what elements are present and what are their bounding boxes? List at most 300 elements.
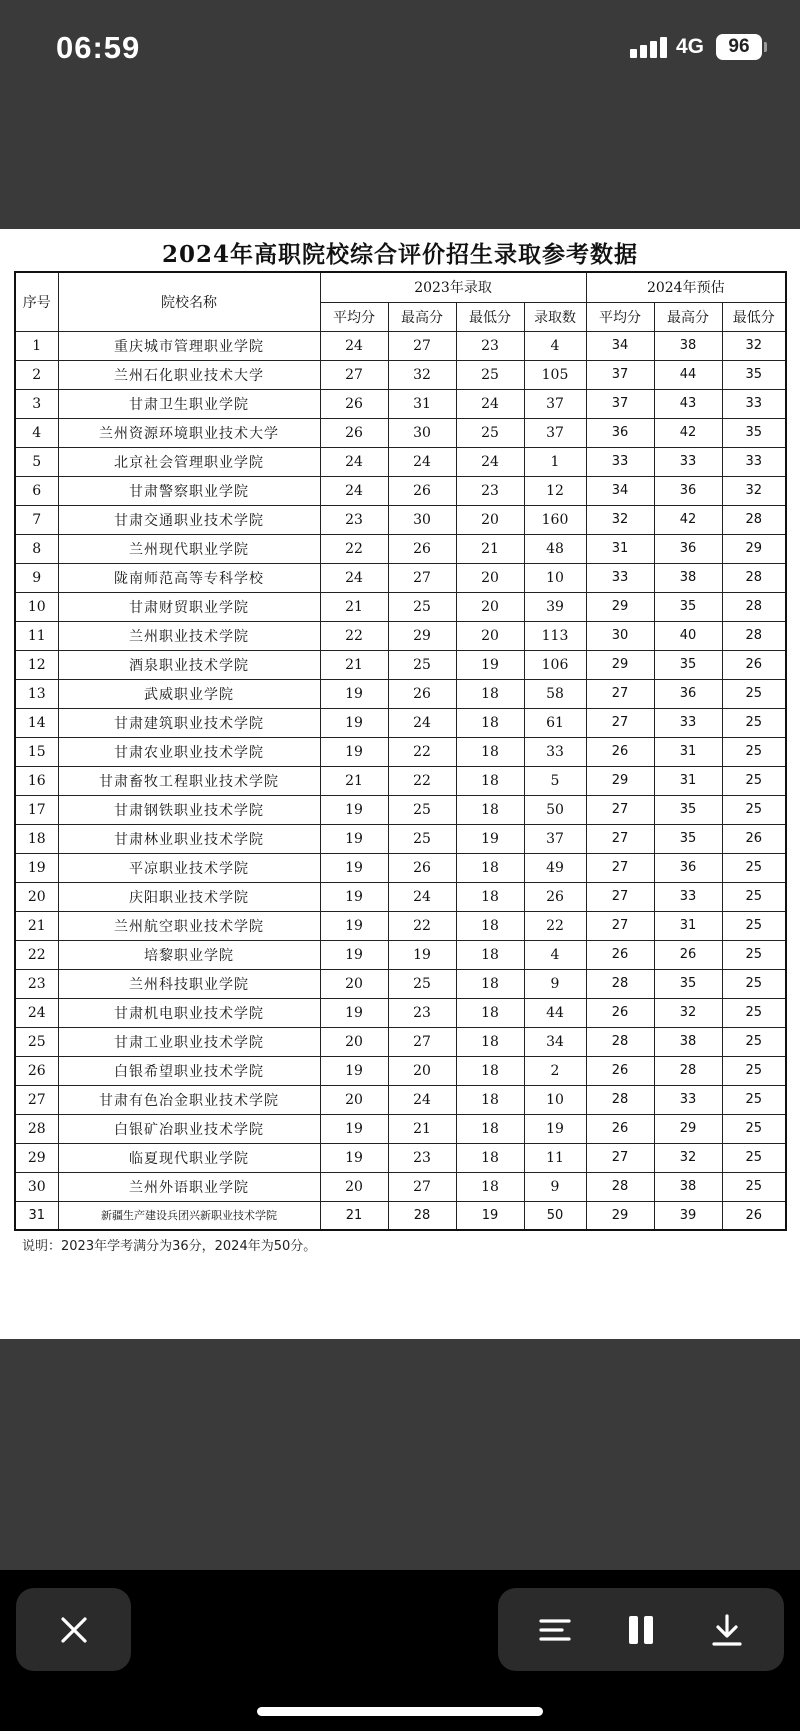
cell-2023-count: 9 [524, 969, 586, 998]
table-row [15, 360, 786, 389]
header-2024: 2024年预估 [586, 272, 786, 302]
cell-2024-avg: 27 [586, 1143, 654, 1172]
cell-2024-avg: 29 [586, 592, 654, 621]
cell-school-name: 甘肃农业职业技术学院 [58, 737, 320, 766]
cell-2023-avg: 19 [320, 708, 388, 737]
cell-2023-min: 19 [456, 1201, 524, 1230]
cell-2023-avg: 19 [320, 1056, 388, 1085]
cell-index: 4 [15, 418, 58, 447]
cell-2023-count: 4 [524, 331, 586, 360]
cell-2023-min: 20 [456, 621, 524, 650]
cell-2024-max: 33 [654, 1085, 722, 1114]
cell-2023-min: 21 [456, 534, 524, 563]
cell-2024-min: 25 [722, 940, 786, 969]
table-row [15, 621, 786, 650]
clock: 06:59 [56, 30, 141, 65]
cell-2024-min: 25 [722, 853, 786, 882]
cell-school-name: 甘肃警察职业学院 [58, 476, 320, 505]
cell-2024-max: 32 [654, 1143, 722, 1172]
table-row [15, 1056, 786, 1085]
cell-index: 19 [15, 853, 58, 882]
cell-2023-max: 24 [388, 447, 456, 476]
cell-2023-count: 10 [524, 1085, 586, 1114]
header-2023-avg: 平均分 [320, 302, 388, 331]
table-body [15, 331, 786, 1230]
cell-2023-count: 37 [524, 389, 586, 418]
table-row [15, 389, 786, 418]
cell-2023-avg: 19 [320, 795, 388, 824]
cell-index: 11 [15, 621, 58, 650]
cell-2023-avg: 19 [320, 1114, 388, 1143]
cell-2024-avg: 29 [586, 766, 654, 795]
cell-2023-min: 25 [456, 418, 524, 447]
cell-2024-max: 36 [654, 534, 722, 563]
cell-2023-avg: 21 [320, 766, 388, 795]
cell-index: 7 [15, 505, 58, 534]
cell-2023-min: 18 [456, 1056, 524, 1085]
cell-2024-min: 25 [722, 1056, 786, 1085]
table-row [15, 563, 786, 592]
cell-2023-count: 160 [524, 505, 586, 534]
cell-school-name: 陇南师范高等专科学校 [58, 563, 320, 592]
cell-2023-min: 23 [456, 476, 524, 505]
cell-2024-min: 33 [722, 447, 786, 476]
cell-2024-max: 31 [654, 911, 722, 940]
table-row [15, 534, 786, 563]
cell-2024-max: 26 [654, 940, 722, 969]
cell-school-name: 兰州现代职业学院 [58, 534, 320, 563]
table-row [15, 476, 786, 505]
cell-2024-min: 25 [722, 708, 786, 737]
cell-2023-max: 19 [388, 940, 456, 969]
cell-2024-avg: 28 [586, 1085, 654, 1114]
cell-2023-avg: 26 [320, 418, 388, 447]
cell-2023-avg: 19 [320, 824, 388, 853]
cell-2023-max: 25 [388, 795, 456, 824]
table-row [15, 853, 786, 882]
cell-school-name: 兰州资源环境职业技术大学 [58, 418, 320, 447]
cell-2024-max: 38 [654, 331, 722, 360]
cell-index: 15 [15, 737, 58, 766]
close-button[interactable] [16, 1588, 131, 1671]
cell-2024-max: 42 [654, 418, 722, 447]
table-row [15, 1143, 786, 1172]
cell-2024-max: 44 [654, 360, 722, 389]
list-icon [538, 1616, 572, 1644]
cell-2023-max: 25 [388, 650, 456, 679]
header-2024-min: 最低分 [722, 302, 786, 331]
cell-2024-avg: 37 [586, 389, 654, 418]
cell-school-name: 兰州职业技术学院 [58, 621, 320, 650]
cell-2023-min: 18 [456, 1027, 524, 1056]
cell-school-name: 兰州石化职业技术大学 [58, 360, 320, 389]
cell-2023-max: 26 [388, 476, 456, 505]
cell-2024-min: 25 [722, 679, 786, 708]
cell-2023-avg: 22 [320, 534, 388, 563]
cell-2023-min: 18 [456, 1085, 524, 1114]
cell-school-name: 甘肃建筑职业技术学院 [58, 708, 320, 737]
cell-2024-avg: 26 [586, 1114, 654, 1143]
cell-2023-min: 25 [456, 360, 524, 389]
cell-2023-max: 25 [388, 969, 456, 998]
cell-school-name: 甘肃林业职业技术学院 [58, 824, 320, 853]
cell-index: 25 [15, 1027, 58, 1056]
close-icon [59, 1615, 89, 1645]
cell-2023-avg: 19 [320, 998, 388, 1027]
table-row [15, 447, 786, 476]
cell-2023-min: 18 [456, 969, 524, 998]
cell-school-name: 甘肃有色冶金职业技术学院 [58, 1085, 320, 1114]
table-row [15, 505, 786, 534]
cell-2023-max: 31 [388, 389, 456, 418]
cell-2024-max: 38 [654, 1172, 722, 1201]
cell-2023-max: 23 [388, 1143, 456, 1172]
cell-2024-min: 25 [722, 766, 786, 795]
cell-2023-min: 19 [456, 824, 524, 853]
cell-2023-count: 105 [524, 360, 586, 389]
cell-2023-count: 19 [524, 1114, 586, 1143]
cell-2024-min: 25 [722, 1085, 786, 1114]
cell-2024-avg: 28 [586, 1027, 654, 1056]
cell-2023-max: 22 [388, 737, 456, 766]
cell-2023-count: 106 [524, 650, 586, 679]
cell-2023-count: 26 [524, 882, 586, 911]
table-row [15, 766, 786, 795]
action-group [498, 1588, 784, 1671]
cell-index: 16 [15, 766, 58, 795]
cell-2024-min: 25 [722, 911, 786, 940]
cell-school-name: 酒泉职业技术学院 [58, 650, 320, 679]
cell-2023-avg: 19 [320, 911, 388, 940]
cell-school-name: 临夏现代职业学院 [58, 1143, 320, 1172]
cell-2024-max: 35 [654, 592, 722, 621]
cell-2023-avg: 22 [320, 621, 388, 650]
cell-index: 9 [15, 563, 58, 592]
cell-2024-min: 33 [722, 389, 786, 418]
cell-2023-avg: 19 [320, 679, 388, 708]
cell-index: 24 [15, 998, 58, 1027]
cell-index: 2 [15, 360, 58, 389]
cell-2023-count: 9 [524, 1172, 586, 1201]
cell-2023-avg: 24 [320, 447, 388, 476]
cell-index: 30 [15, 1172, 58, 1201]
cell-2023-count: 37 [524, 824, 586, 853]
download-icon [710, 1613, 744, 1647]
cell-2024-min: 25 [722, 1027, 786, 1056]
table-row [15, 824, 786, 853]
cell-2024-min: 25 [722, 998, 786, 1027]
cell-2023-avg: 19 [320, 882, 388, 911]
cell-2023-max: 23 [388, 998, 456, 1027]
battery-icon: 96 [716, 34, 762, 60]
cell-school-name: 甘肃机电职业技术学院 [58, 998, 320, 1027]
cell-2024-max: 32 [654, 998, 722, 1027]
table-row [15, 795, 786, 824]
cell-2024-max: 35 [654, 969, 722, 998]
cell-2023-min: 18 [456, 795, 524, 824]
cell-2024-min: 26 [722, 824, 786, 853]
cell-school-name: 兰州航空职业技术学院 [58, 911, 320, 940]
cell-2024-max: 29 [654, 1114, 722, 1143]
cell-school-name: 庆阳职业技术学院 [58, 882, 320, 911]
cell-2023-max: 30 [388, 505, 456, 534]
cell-2023-avg: 20 [320, 969, 388, 998]
cell-2024-avg: 27 [586, 853, 654, 882]
cell-2023-max: 25 [388, 592, 456, 621]
cell-2024-avg: 29 [586, 1201, 654, 1230]
status-bar [0, 0, 800, 100]
cell-2024-min: 26 [722, 1201, 786, 1230]
cell-index: 14 [15, 708, 58, 737]
cell-2024-avg: 31 [586, 534, 654, 563]
cell-2024-min: 25 [722, 1114, 786, 1143]
cell-2023-count: 10 [524, 563, 586, 592]
header-2023-count: 录取数 [524, 302, 586, 331]
cell-school-name: 培黎职业学院 [58, 940, 320, 969]
cell-2023-avg: 21 [320, 650, 388, 679]
cell-index: 13 [15, 679, 58, 708]
cell-2024-min: 28 [722, 563, 786, 592]
header-2024-max: 最高分 [654, 302, 722, 331]
cell-index: 10 [15, 592, 58, 621]
cell-2023-min: 18 [456, 766, 524, 795]
cell-school-name: 甘肃工业职业技术学院 [58, 1027, 320, 1056]
cell-2023-max: 28 [388, 1201, 456, 1230]
cell-2024-min: 25 [722, 1143, 786, 1172]
admission-table [14, 271, 787, 1231]
cell-2023-avg: 24 [320, 563, 388, 592]
cell-2024-max: 31 [654, 766, 722, 795]
cell-2024-avg: 32 [586, 505, 654, 534]
cell-2024-max: 40 [654, 621, 722, 650]
cell-2023-avg: 24 [320, 476, 388, 505]
cell-2023-count: 48 [524, 534, 586, 563]
cell-index: 6 [15, 476, 58, 505]
cell-2024-avg: 33 [586, 447, 654, 476]
cell-2024-max: 39 [654, 1201, 722, 1230]
cell-2024-max: 42 [654, 505, 722, 534]
cell-2024-avg: 26 [586, 940, 654, 969]
table-row [15, 911, 786, 940]
cell-2023-min: 24 [456, 389, 524, 418]
cell-2024-max: 33 [654, 447, 722, 476]
cell-2023-max: 24 [388, 882, 456, 911]
cell-2024-avg: 26 [586, 1056, 654, 1085]
table-row [15, 679, 786, 708]
cell-2023-min: 18 [456, 1143, 524, 1172]
cell-2024-min: 25 [722, 1172, 786, 1201]
header-index: 序号 [15, 272, 58, 331]
cell-index: 18 [15, 824, 58, 853]
cell-index: 21 [15, 911, 58, 940]
cell-2023-avg: 19 [320, 1143, 388, 1172]
cell-2023-count: 11 [524, 1143, 586, 1172]
cell-2024-max: 33 [654, 708, 722, 737]
cell-2023-min: 18 [456, 853, 524, 882]
cell-index: 3 [15, 389, 58, 418]
cell-index: 20 [15, 882, 58, 911]
cell-2024-max: 36 [654, 679, 722, 708]
cell-2023-min: 20 [456, 563, 524, 592]
cell-2024-avg: 33 [586, 563, 654, 592]
header-2023: 2023年录取 [320, 272, 586, 302]
header-2024-avg: 平均分 [586, 302, 654, 331]
cell-2023-min: 18 [456, 998, 524, 1027]
cell-school-name: 甘肃交通职业技术学院 [58, 505, 320, 534]
cell-2024-min: 25 [722, 795, 786, 824]
table-row [15, 1027, 786, 1056]
cell-2023-avg: 26 [320, 389, 388, 418]
header-2023-max: 最高分 [388, 302, 456, 331]
cell-2023-max: 22 [388, 911, 456, 940]
cell-2023-count: 4 [524, 940, 586, 969]
cell-2023-min: 18 [456, 679, 524, 708]
home-indicator[interactable] [257, 1707, 543, 1716]
cell-2024-avg: 29 [586, 650, 654, 679]
cell-2023-max: 30 [388, 418, 456, 447]
cell-2024-min: 29 [722, 534, 786, 563]
cell-school-name: 重庆城市管理职业学院 [58, 331, 320, 360]
cell-2024-avg: 27 [586, 824, 654, 853]
cell-2024-min: 28 [722, 505, 786, 534]
cell-2024-avg: 26 [586, 998, 654, 1027]
network-type: 4G [676, 35, 705, 58]
header-2023-min: 最低分 [456, 302, 524, 331]
cell-2024-avg: 27 [586, 679, 654, 708]
cell-2024-min: 26 [722, 650, 786, 679]
cell-2024-avg: 27 [586, 795, 654, 824]
cell-school-name: 白银矿冶职业技术学院 [58, 1114, 320, 1143]
cell-2023-count: 12 [524, 476, 586, 505]
cell-2024-max: 28 [654, 1056, 722, 1085]
cell-2023-avg: 19 [320, 853, 388, 882]
cell-index: 28 [15, 1114, 58, 1143]
cell-2024-avg: 37 [586, 360, 654, 389]
cell-2023-count: 5 [524, 766, 586, 795]
cell-2023-max: 26 [388, 853, 456, 882]
cell-2023-count: 49 [524, 853, 586, 882]
cell-2023-max: 26 [388, 679, 456, 708]
cell-2023-max: 27 [388, 331, 456, 360]
cell-2023-avg: 24 [320, 331, 388, 360]
cell-2023-avg: 21 [320, 592, 388, 621]
cell-2024-min: 25 [722, 969, 786, 998]
cell-2023-count: 113 [524, 621, 586, 650]
cell-2024-avg: 27 [586, 708, 654, 737]
table-row [15, 998, 786, 1027]
cell-2023-count: 34 [524, 1027, 586, 1056]
cell-2024-max: 43 [654, 389, 722, 418]
cell-2023-avg: 19 [320, 737, 388, 766]
cell-index: 22 [15, 940, 58, 969]
cell-school-name: 新疆生产建设兵团兴新职业技术学院 [58, 1201, 320, 1230]
cell-2024-avg: 34 [586, 331, 654, 360]
cell-index: 8 [15, 534, 58, 563]
cell-2023-avg: 27 [320, 360, 388, 389]
cell-index: 12 [15, 650, 58, 679]
cell-2023-min: 18 [456, 911, 524, 940]
cell-index: 27 [15, 1085, 58, 1114]
cell-2024-avg: 28 [586, 969, 654, 998]
cell-index: 5 [15, 447, 58, 476]
cell-index: 1 [15, 331, 58, 360]
cell-2024-min: 32 [722, 476, 786, 505]
cell-school-name: 北京社会管理职业学院 [58, 447, 320, 476]
cell-2024-avg: 27 [586, 911, 654, 940]
table-row [15, 1085, 786, 1114]
bottom-toolbar [0, 1570, 800, 1731]
cell-2023-max: 25 [388, 824, 456, 853]
cell-2023-min: 18 [456, 737, 524, 766]
cell-2024-max: 35 [654, 650, 722, 679]
cell-2024-avg: 34 [586, 476, 654, 505]
cell-2023-min: 19 [456, 650, 524, 679]
cell-2023-min: 18 [456, 940, 524, 969]
cell-school-name: 甘肃畜牧工程职业技术学院 [58, 766, 320, 795]
cell-2024-min: 25 [722, 737, 786, 766]
cell-2023-count: 2 [524, 1056, 586, 1085]
cell-2023-count: 22 [524, 911, 586, 940]
pause-button[interactable] [601, 1588, 681, 1671]
header-school: 院校名称 [58, 272, 320, 331]
cell-2024-max: 35 [654, 795, 722, 824]
cell-school-name: 甘肃钢铁职业技术学院 [58, 795, 320, 824]
table-row [15, 1114, 786, 1143]
cell-2023-min: 20 [456, 505, 524, 534]
document-image [0, 229, 800, 1339]
cell-2024-max: 33 [654, 882, 722, 911]
cell-school-name: 兰州外语职业学院 [58, 1172, 320, 1201]
cell-2024-min: 25 [722, 882, 786, 911]
document-title: 2024年高职院校综合评价招生录取参考数据 [161, 241, 638, 268]
cell-2023-count: 61 [524, 708, 586, 737]
cell-2023-avg: 21 [320, 1201, 388, 1230]
cell-2023-max: 22 [388, 766, 456, 795]
table-row [15, 940, 786, 969]
cell-2024-max: 31 [654, 737, 722, 766]
cell-index: 31 [15, 1201, 58, 1230]
list-button[interactable] [515, 1588, 595, 1671]
cell-2023-min: 18 [456, 1114, 524, 1143]
table-row [15, 650, 786, 679]
cell-2024-max: 38 [654, 563, 722, 592]
cell-2024-avg: 26 [586, 737, 654, 766]
cell-2023-count: 58 [524, 679, 586, 708]
cell-school-name: 平凉职业技术学院 [58, 853, 320, 882]
download-button[interactable] [687, 1588, 767, 1671]
table-row [15, 1201, 786, 1230]
cell-2023-count: 37 [524, 418, 586, 447]
cell-2023-max: 32 [388, 360, 456, 389]
footnote: 说明：2023年学考满分为36分，2024年为50分。 [22, 1239, 317, 1254]
cell-2023-min: 20 [456, 592, 524, 621]
cell-2023-max: 27 [388, 1172, 456, 1201]
cell-2023-avg: 23 [320, 505, 388, 534]
battery-tip [764, 42, 767, 52]
cell-school-name: 白银希望职业技术学院 [58, 1056, 320, 1085]
pause-icon [625, 1614, 657, 1646]
cell-2024-avg: 30 [586, 621, 654, 650]
cell-2023-min: 23 [456, 331, 524, 360]
cell-2023-avg: 20 [320, 1027, 388, 1056]
cell-2024-max: 36 [654, 853, 722, 882]
cell-2024-min: 32 [722, 331, 786, 360]
cell-2023-max: 27 [388, 1027, 456, 1056]
cell-2023-avg: 20 [320, 1085, 388, 1114]
cell-2024-min: 35 [722, 418, 786, 447]
table-row [15, 969, 786, 998]
cell-2024-min: 35 [722, 360, 786, 389]
